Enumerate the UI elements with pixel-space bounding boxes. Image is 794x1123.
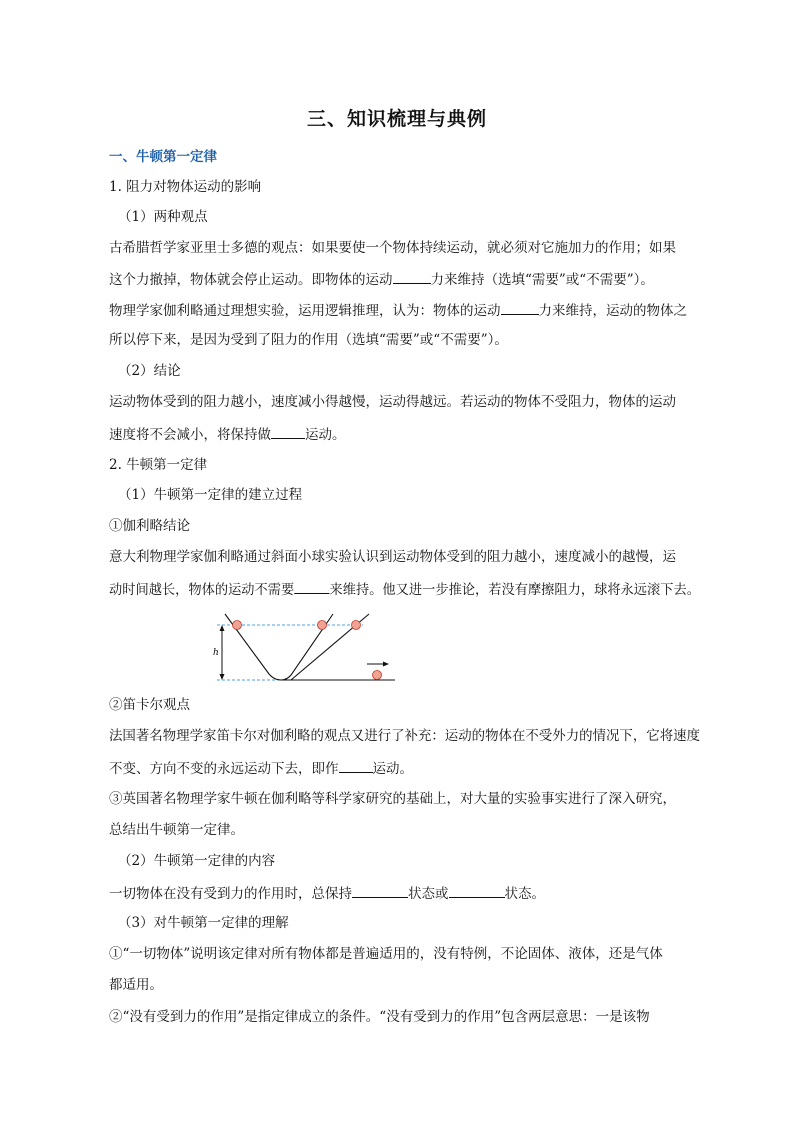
text: 动时间越长，物体的运动不需要	[109, 582, 295, 598]
paragraph-line: 都适用。	[109, 977, 163, 993]
paragraph-line: 意大利物理学家伽利略通过斜面小球实验认识到运动物体受到的阻力越小，速度减小的越慢，运	[109, 549, 676, 565]
page-title: 三、知识梳理与典例	[306, 108, 487, 130]
text: 运动。	[305, 427, 346, 443]
paragraph-line	[109, 579, 700, 599]
subheading: ②笛卡尔观点	[109, 697, 190, 713]
text: 这个力撤掉，物体就会停止运动。即物体的运动	[109, 272, 393, 288]
text: 运动。	[372, 761, 413, 777]
fill-blank	[393, 269, 431, 284]
fill-blank	[294, 579, 329, 594]
subheading: 2. 牛顿第一定律	[109, 457, 208, 473]
text: 不变、方向不变的永远运动下去，即作	[109, 761, 339, 777]
subheading: （2）结论	[118, 363, 181, 379]
paragraph-line	[109, 300, 687, 320]
paragraph-line: ③英国著名物理学家牛顿在伽利略等科学家研究的基础上，对大量的实验事实进行了深入研究，	[109, 791, 676, 807]
ball	[233, 621, 242, 630]
text: 力来维持，运动的物体之	[538, 303, 687, 319]
fill-blank	[339, 758, 373, 773]
section-heading: 一、牛顿第一定律	[109, 149, 217, 165]
paragraph-line: ②“没有受到力的作用”是指定律成立的条件。“没有受到力的作用”包含两层意思：一是该物	[109, 1009, 650, 1025]
fill-blank	[352, 883, 408, 898]
paragraph-line	[109, 424, 346, 444]
paragraph-line: 所以停下来，是因为受到了阻力的作用（选填“需要”或“不需要”）。	[109, 332, 508, 348]
text: 速度将不会减小，将保持做	[109, 427, 271, 443]
text: 状态或	[408, 886, 449, 902]
motion-arrow-head	[383, 662, 389, 667]
fill-blank	[449, 883, 505, 898]
inclined-plane-figure	[205, 612, 405, 690]
subheading: （3）对牛顿第一定律的理解	[118, 915, 289, 931]
height-arrow-head-bottom	[220, 674, 225, 680]
text: 力来维持（选填“需要”或“不需要”）。	[430, 272, 654, 288]
paragraph-line: 法国著名物理学家笛卡尔对伽利略的观点又进行了补充：运动的物体在不受外力的情况下，它将速度	[109, 728, 701, 744]
ball	[373, 671, 382, 680]
paragraph-line: ①“一切物体”说明该定律对所有物体都是普遍适用的，没有特例，不论固体、液体，还是气体	[109, 946, 663, 962]
subheading: （1）牛顿第一定律的建立过程	[118, 487, 303, 503]
subheading: 1. 阻力对物体运动的影响	[109, 179, 262, 195]
ball	[318, 621, 327, 630]
subheading: ①伽利略结论	[109, 518, 190, 534]
text: 一切物体在没有受到力的作用时，总保持	[109, 886, 352, 902]
fill-blank	[501, 300, 539, 315]
text: 物理学家伽利略通过理想实验，运用逻辑推理，认为：物体的运动	[109, 303, 501, 319]
height-arrow-head-top	[220, 625, 225, 631]
paragraph-line: 古希腊哲学家亚里士多德的观点：如果要使一个物体持续运动，就必须对它施加力的作用；如果	[109, 240, 676, 256]
ball	[352, 621, 361, 630]
height-label: h	[213, 648, 219, 658]
paragraph-line	[109, 883, 545, 903]
text: 状态。	[504, 886, 545, 902]
fill-blank	[271, 424, 305, 439]
subheading: （1）两种观点	[118, 209, 208, 225]
paragraph-line	[109, 758, 413, 778]
text: 来维持。他又进一步推论，若没有摩擦阻力，球将永远滚下去。	[329, 582, 700, 598]
paragraph-line: 总结出牛顿第一定律。	[109, 822, 244, 838]
subheading: （2）牛顿第一定律的内容	[118, 853, 276, 869]
paragraph-line	[109, 269, 654, 289]
paragraph-line: 运动物体受到的阻力越小，速度减小得越慢，运动得越远。若运动的物体不受阻力，物体的运动	[109, 394, 676, 410]
